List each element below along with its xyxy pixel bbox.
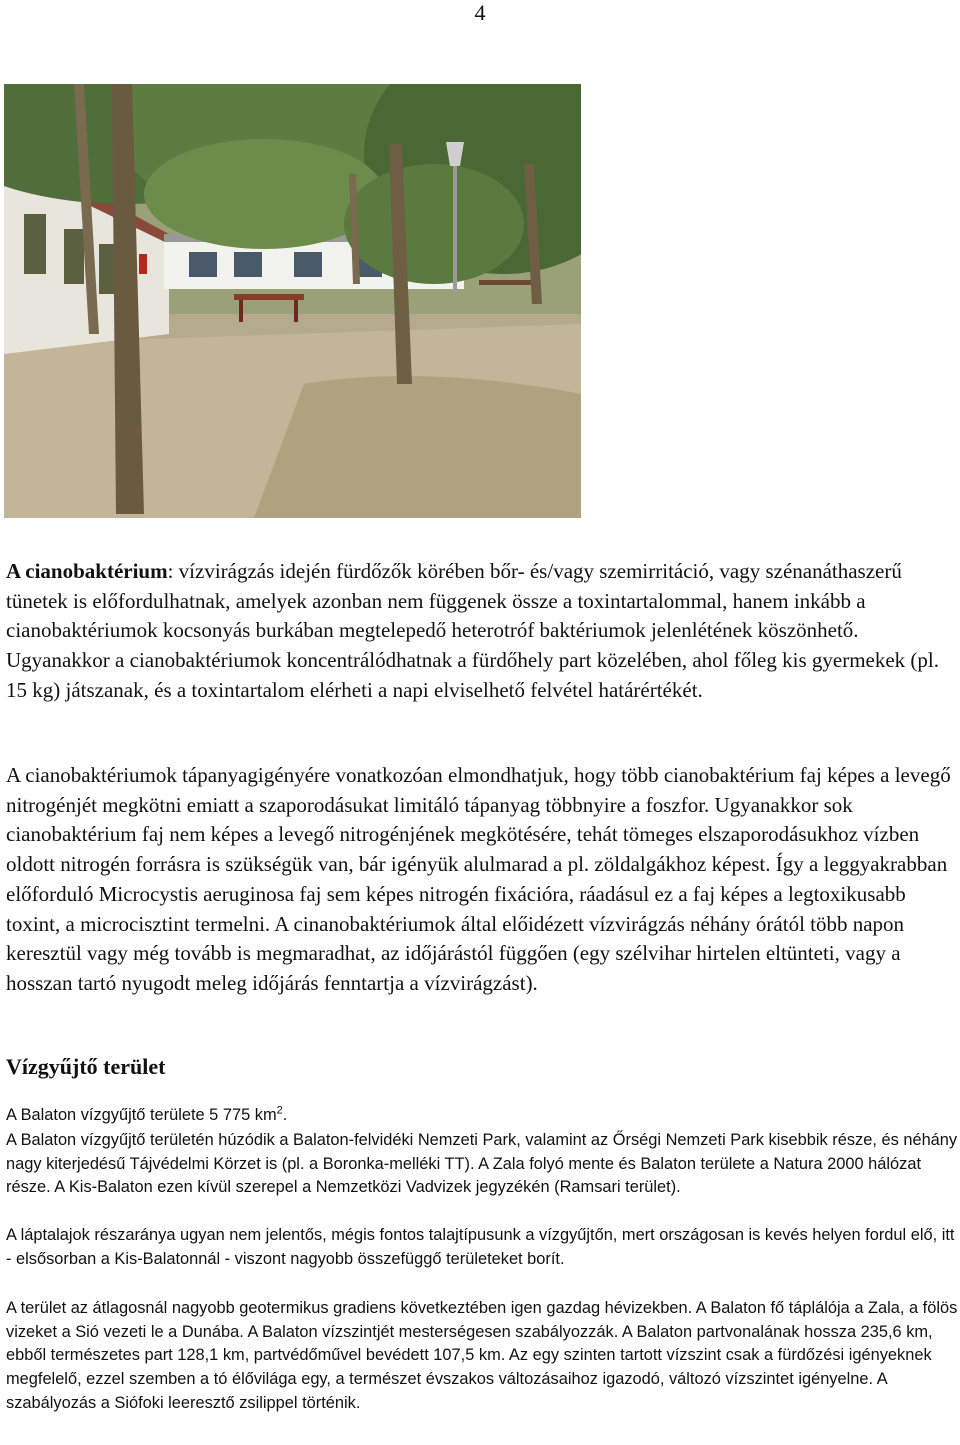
cyanobacteria-text: : vízvirágzás idején fürdőzők körében bőr- és/vagy szemirritáció, vagy szénanáthaszerű tünetek is előfordulhatnak, amelyek azonban nem függenek össze a toxintartalommal, hanem inkább a cianobaktériumok kocsonyás burkában megtelepedő heterotróf baktériumok jelenlétének köszönhető. Ugyanakkor a cianobaktériumok koncentrálódhatnak a fürdőhely part közelében, ahol főleg kis gyermekek (pl. 15 kg) játszanak, és a toxintartalom elérheti a napi elviselhető felvétel határértékét. xyxy=(6,559,939,702)
cyanobacteria-term: A cianobaktérium xyxy=(6,559,168,583)
hydrology-paragraph: A terület az átlagosnál nagyobb geotermikus gradiens következtében igen gazdag hévizekben. A Balaton fő táplálója a Zala, a fölös vizeket a Sió vezeti le a Dunába. A Balaton vízszintjét mesterségesen szabályozzák. A Balaton partvonalának hossza 235,6 km, ebből természetes part 128,1 km, partvédőművel bevédett 107,5 km. Az egy szinten tartott vízszint csak a fürdőzési igényeknek megfelelő, ezzel szemben a tó élővilága egy, a természet évszakos változásaihoz igazodó, változó vízszintet igényelne. A szabályozás a Siófoki leeresztő zsilippel történik. xyxy=(6,1299,958,1412)
photo-illustration xyxy=(4,84,581,518)
page-number: 4 xyxy=(474,0,486,25)
catchment-area-end: . xyxy=(282,1106,288,1124)
campus-photo xyxy=(4,84,581,518)
cyanobacteria-paragraph xyxy=(6,557,956,706)
catchment-area-line xyxy=(6,1104,958,1128)
section-heading: Vízgyűjtő terület xyxy=(6,1054,166,1079)
peat-soil-paragraph: A láptalajok részaránya ugyan nem jelentős, mégis fontos talajtípusunk a vízgyűjtőn, mert országosan is kevés helyen fordul elő, itt - elsősorban a Kis-Balatonnál - viszont nagyobb összefüggő területeket borít. xyxy=(6,1226,955,1268)
catchment-area-text: A Balaton vízgyűjtő területe 5 775 km xyxy=(6,1106,277,1124)
nutrient-paragraph: A cianobaktériumok tápanyagigényére vonatkozóan elmondhatjuk, hogy több cianobaktérium faj képes a levegő nitrogénjét megkötni emiatt a szaporodásukat limitáló tápanyag többnyire a foszfor. Ugyanakkor sok cianobaktérium faj nem képes a levegő nitrogénjének megkötésére, tehát tömeges elszaporodásukhoz vízben oldott nitrogén forrásra is szükségük van, bár igényük alulmarad a pl. zöldalgákhoz képest. Így a leggyakrabban előforduló Microcystis aeruginosa faj sem képes nitrogén fixációra, ráadásul ez a faj képes a legtoxikusabb toxint, a microcisztint termelni. A cinanobaktériumok által előidézett vízvirágzás néhány órától több napon keresztül vagy még tovább is megmaradhat, az időjárástól függően (egy szélvihar hirtelen eltünteti, vagy a hosszan tartó nyugodt meleg időjárás fenntartja a vízvirágzást). xyxy=(6,763,951,995)
protected-areas-paragraph: A Balaton vízgyűjtő területén húzódik a Balaton-felvidéki Nemzeti Park, valamint az Őrségi Nemzeti Park kisebbik része, és néhány nagy kiterjedésű Tájvédelmi Körzet is (pl. a Boronka-melléki TT). A Zala folyó mente és Balaton területe a Natura 2000 hálózat része. A Kis-Balaton ezen kívül szerepel a Nemzetközi Vadvizek jegyzékén (Ramsari terület). xyxy=(6,1131,958,1197)
catchment-area-superscript: 2 xyxy=(276,1104,283,1117)
